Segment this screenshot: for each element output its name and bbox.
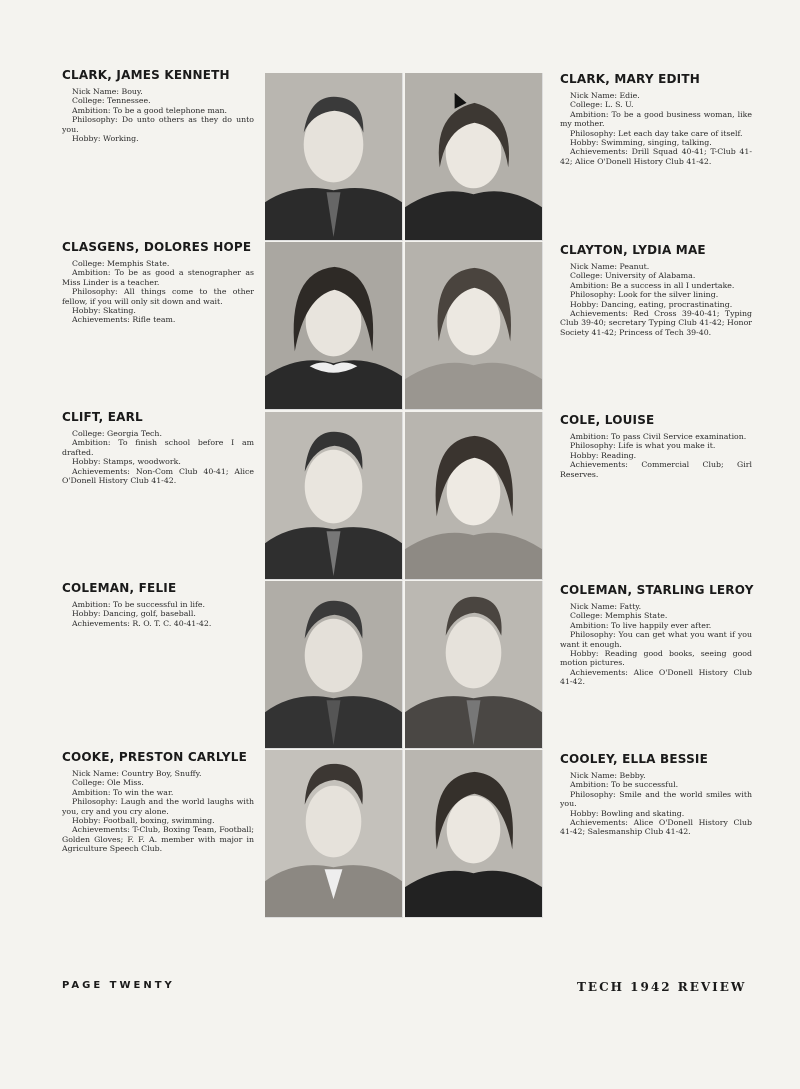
student-name: COOKE, PRESTON CARLYLE: [62, 750, 247, 764]
detail-line: Achievements: Non-Com Club 40-41; Alice O'Donell History Club 41-42.: [62, 466, 254, 486]
portrait-photo: [265, 242, 403, 410]
detail-line: College: Ole Miss.: [72, 778, 144, 788]
detail-line: Ambition: To win the war.: [72, 787, 174, 797]
detail-line: Achievements: Alice O'Donell History Club 41-42.: [560, 667, 752, 687]
detail-line: Hobby: Dancing, eating, procrastinating.: [570, 299, 733, 309]
student-details: [560, 432, 752, 479]
student-entry: [62, 240, 254, 325]
detail-line: Philosophy: Life is what you make it.: [570, 441, 716, 451]
detail-line: Ambition: To be a good business woman, like my mother.: [560, 109, 752, 129]
student-entry: [62, 750, 254, 854]
student-name: CLARK, MARY EDITH: [560, 72, 700, 86]
portrait-photo: [405, 750, 543, 918]
page-number: PAGE TWENTY: [62, 980, 175, 991]
detail-line: Hobby: Stamps, woodwork.: [72, 457, 181, 467]
detail-line: Ambition: To be successful in life.: [72, 600, 206, 609]
portrait-photo: [405, 73, 543, 241]
student-entry: [62, 68, 254, 143]
student-entry: [560, 752, 752, 837]
detail-line: Philosophy: Do unto others as they do unto you.: [62, 115, 254, 134]
student-entry: [560, 583, 752, 687]
student-details: [62, 87, 254, 143]
student-name: CLAYTON, LYDIA MAE: [560, 243, 706, 257]
student-entry: [62, 410, 254, 485]
detail-line: Nick Name: Country Boy, Snuffy.: [72, 769, 202, 778]
portrait-photo: [405, 412, 543, 580]
detail-line: Nick Name: Edie.: [570, 91, 640, 100]
student-details: [62, 769, 254, 854]
student-details: [560, 262, 752, 337]
detail-line: Philosophy: Look for the silver lining.: [570, 290, 719, 300]
student-name: COLEMAN, FELIE: [62, 581, 177, 595]
student-entry: [560, 243, 752, 337]
student-entry: [560, 413, 752, 479]
student-name: CLARK, JAMES KENNETH: [62, 68, 230, 82]
student-details: [560, 91, 752, 166]
portrait-photo: [405, 242, 543, 410]
detail-line: College: Memphis State.: [570, 611, 668, 621]
detail-line: Ambition: To finish school before I am drafted.: [62, 438, 254, 457]
detail-line: Achievements: Rifle team.: [72, 315, 176, 325]
detail-line: Philosophy: You can get what you want if you want it enough.: [560, 630, 752, 649]
student-name: COOLEY, ELLA BESSIE: [560, 752, 708, 766]
detail-line: College: Memphis State.: [72, 259, 170, 268]
student-details: [62, 259, 254, 325]
detail-line: Hobby: Dancing, golf, baseball.: [72, 609, 196, 619]
detail-line: Nick Name: Peanut.: [570, 262, 650, 271]
detail-line: Philosophy: Smile and the world smiles with you.: [560, 789, 752, 809]
detail-line: Philosophy: All things come to the other fellow, if you will only sit down and wait.: [62, 287, 254, 306]
detail-line: Hobby: Reading good books, seeing good motion pictures.: [560, 649, 752, 668]
detail-line: Achievements: Drill Squad 40-41; T-Club 41-42; Alice O'Donell History Club 41-42.: [560, 147, 752, 166]
student-entry: [62, 581, 254, 628]
detail-line: Hobby: Reading.: [570, 450, 637, 460]
detail-line: College: Georgia Tech.: [72, 429, 162, 438]
student-entry: [560, 72, 752, 166]
detail-line: Ambition: To live happily ever after.: [570, 620, 712, 630]
student-details: [62, 600, 254, 628]
detail-line: Philosophy: Laugh and the world laughs with you, cry and you cry alone.: [62, 797, 254, 816]
detail-line: College: University of Alabama.: [570, 271, 696, 281]
detail-line: Nick Name: Bouy.: [72, 87, 143, 96]
student-details: [560, 771, 752, 837]
detail-line: Hobby: Swimming, singing, talking.: [570, 138, 712, 148]
portrait-photo: [265, 581, 403, 749]
detail-line: Hobby: Football, boxing, swimming.: [72, 816, 215, 826]
detail-line: Ambition: To pass Civil Service examination.: [570, 432, 747, 441]
publication-title: TECH 1942 REVIEW: [577, 980, 747, 994]
portrait-photo: [265, 73, 403, 241]
detail-line: Nick Name: Fatty.: [570, 602, 642, 611]
detail-line: Hobby: Bowling and skating.: [570, 808, 685, 818]
detail-line: Achievements: Commercial Club; Girl Reserves.: [560, 460, 752, 479]
portrait-photo: [265, 750, 403, 918]
detail-line: Philosophy: Let each day take care of itself.: [570, 128, 743, 138]
detail-line: Ambition: To be a good telephone man.: [72, 105, 228, 115]
detail-line: Ambition: To be successful.: [570, 780, 679, 790]
student-details: [560, 602, 752, 687]
student-name: COLEMAN, STARLING LEROY: [560, 583, 754, 597]
detail-line: Hobby: Skating.: [72, 306, 136, 316]
student-name: COLE, LOUISE: [560, 413, 655, 427]
detail-line: Achievements: Red Cross 39-40-41; Typing Club 39-40; secretary Typing Club 41-42; Honor Society 41-42; Princess of Tech 39-40.: [560, 309, 752, 337]
detail-line: Achievements: R. O. T. C. 40-41-42.: [72, 618, 212, 628]
student-name: CLIFT, EARL: [62, 410, 143, 424]
detail-line: Achievements: Alice O'Donell History Club 41-42; Salesmanship Club 41-42.: [560, 818, 752, 837]
detail-line: Ambition: To be as good a stenographer as Miss Linder is a teacher.: [62, 268, 254, 287]
student-details: [62, 429, 254, 485]
student-name: CLASGENS, DOLORES HOPE: [62, 240, 252, 254]
detail-line: Achievements: T-Club, Boxing Team, Football; Golden Gloves; F. F. A. member with major in Agriculture Speech Club.: [62, 825, 254, 854]
detail-line: Nick Name: Bebby.: [570, 771, 646, 780]
portrait-photo: [265, 412, 403, 580]
detail-line: Hobby: Working.: [72, 134, 139, 144]
detail-line: College: Tennessee.: [72, 96, 151, 106]
portrait-photo: [405, 581, 543, 749]
detail-line: Ambition: Be a success in all I undertake.: [570, 280, 735, 290]
detail-line: College: L. S. U.: [570, 100, 634, 110]
